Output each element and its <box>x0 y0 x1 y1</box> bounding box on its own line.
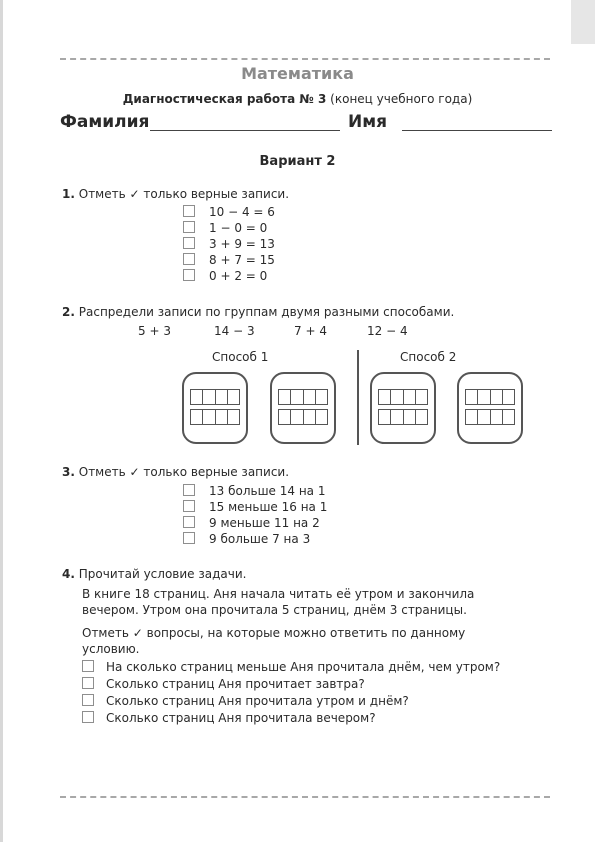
checkbox[interactable] <box>183 237 195 249</box>
task1-item <box>183 237 275 253</box>
page-corner-shadow <box>571 0 595 44</box>
task3-text: Отметь ✓ только верные записи. <box>78 465 290 479</box>
task3-item-text: 13 больше 14 на 1 <box>209 484 326 498</box>
top-dashed-divider <box>60 58 550 60</box>
method1-label: Способ 1 <box>212 350 269 364</box>
answer-grid[interactable] <box>465 389 515 405</box>
task1-item <box>183 205 275 221</box>
task2-prompt <box>62 304 454 320</box>
task2-number: 2. <box>62 305 75 319</box>
answer-grid[interactable] <box>190 389 240 405</box>
methods-divider <box>357 350 359 445</box>
task3-item <box>183 484 327 500</box>
work-title-line <box>0 92 595 106</box>
task4-number: 4. <box>62 567 75 581</box>
group-box <box>182 372 248 444</box>
task1-prompt <box>62 186 289 202</box>
variant-title: Вариант 2 <box>259 154 336 169</box>
task2-expression: 12 − 4 <box>367 324 408 338</box>
task2-expression: 5 + 3 <box>138 324 171 338</box>
question-item <box>82 694 500 711</box>
checkbox[interactable] <box>82 660 94 672</box>
checkbox[interactable] <box>183 484 195 496</box>
task3-item <box>183 516 327 532</box>
checkbox[interactable] <box>183 253 195 265</box>
answer-grid[interactable] <box>378 409 428 425</box>
question-item <box>82 660 500 677</box>
question-item <box>82 711 500 728</box>
checkbox[interactable] <box>183 205 195 217</box>
answer-grid[interactable] <box>465 409 515 425</box>
task2-expression: 7 + 4 <box>294 324 327 338</box>
surname-label: Фамилия <box>60 112 150 132</box>
question-item <box>82 677 500 694</box>
task1-item <box>183 269 275 285</box>
work-title: Диагностическая работа № 3 <box>122 92 327 106</box>
task4-questions <box>82 660 500 728</box>
task4-instruction <box>82 625 465 657</box>
task3-number: 3. <box>62 465 75 479</box>
surname-field-line[interactable] <box>150 130 340 131</box>
task4-prompt <box>62 566 246 582</box>
problem-line: В книге 18 страниц. Аня начала читать её утром и закончила <box>82 587 475 601</box>
checkbox[interactable] <box>82 711 94 723</box>
group-box <box>370 372 436 444</box>
question-text: Сколько страниц Аня прочитает завтра? <box>106 677 365 691</box>
task1-item-text: 0 + 2 = 0 <box>209 269 268 283</box>
question-text: Сколько страниц Аня прочитала вечером? <box>106 711 376 725</box>
checkbox[interactable] <box>82 694 94 706</box>
bottom-dashed-divider <box>60 796 550 798</box>
task1-list <box>183 205 275 285</box>
task3-prompt <box>62 464 289 480</box>
task2-text: Распредели записи по группам двумя разными способами. <box>78 305 455 319</box>
task1-item <box>183 221 275 237</box>
task4-problem <box>82 586 474 618</box>
checkbox[interactable] <box>183 516 195 528</box>
group-box <box>457 372 523 444</box>
group-box <box>270 372 336 444</box>
task3-item-text: 9 больше 7 на 3 <box>209 532 311 546</box>
answer-grid[interactable] <box>278 409 328 425</box>
answer-grid[interactable] <box>190 409 240 425</box>
task1-number: 1. <box>62 187 75 201</box>
task3-list <box>183 484 327 548</box>
problem-line: вечером. Утром она прочитала 5 страниц, днём 3 страницы. <box>82 603 467 617</box>
task1-item-text: 8 + 7 = 15 <box>209 253 275 267</box>
subject-title: Математика <box>241 64 354 83</box>
answer-grid[interactable] <box>378 389 428 405</box>
checkbox[interactable] <box>183 269 195 281</box>
instruction-line: Отметь ✓ вопросы, на которые можно ответить по данному <box>82 626 466 640</box>
question-text: На сколько страниц меньше Аня прочитала днём, чем утром? <box>106 660 501 674</box>
task1-item-text: 10 − 4 = 6 <box>209 205 275 219</box>
task3-item-text: 9 меньше 11 на 2 <box>209 516 320 530</box>
task2-expression: 14 − 3 <box>214 324 255 338</box>
task3-item-text: 15 меньше 16 на 1 <box>209 500 328 514</box>
task4-text: Прочитай условие задачи. <box>78 567 247 581</box>
task1-text: Отметь ✓ только верные записи. <box>78 187 290 201</box>
checkbox[interactable] <box>183 221 195 233</box>
task1-item <box>183 253 275 269</box>
task1-item-text: 3 + 9 = 13 <box>209 237 275 251</box>
question-text: Сколько страниц Аня прочитала утром и днём? <box>106 694 409 708</box>
task3-item <box>183 500 327 516</box>
task1-item-text: 1 − 0 = 0 <box>209 221 268 235</box>
checkbox[interactable] <box>183 500 195 512</box>
instruction-line: условию. <box>82 642 140 656</box>
checkbox[interactable] <box>82 677 94 689</box>
name-label: Имя <box>348 112 388 132</box>
page-edge <box>0 0 3 842</box>
method2-label: Способ 2 <box>400 350 457 364</box>
name-row <box>60 110 552 136</box>
answer-grid[interactable] <box>278 389 328 405</box>
name-field-line[interactable] <box>402 130 552 131</box>
task3-item <box>183 532 327 548</box>
work-note: (конец учебного года) <box>330 92 473 106</box>
checkbox[interactable] <box>183 532 195 544</box>
